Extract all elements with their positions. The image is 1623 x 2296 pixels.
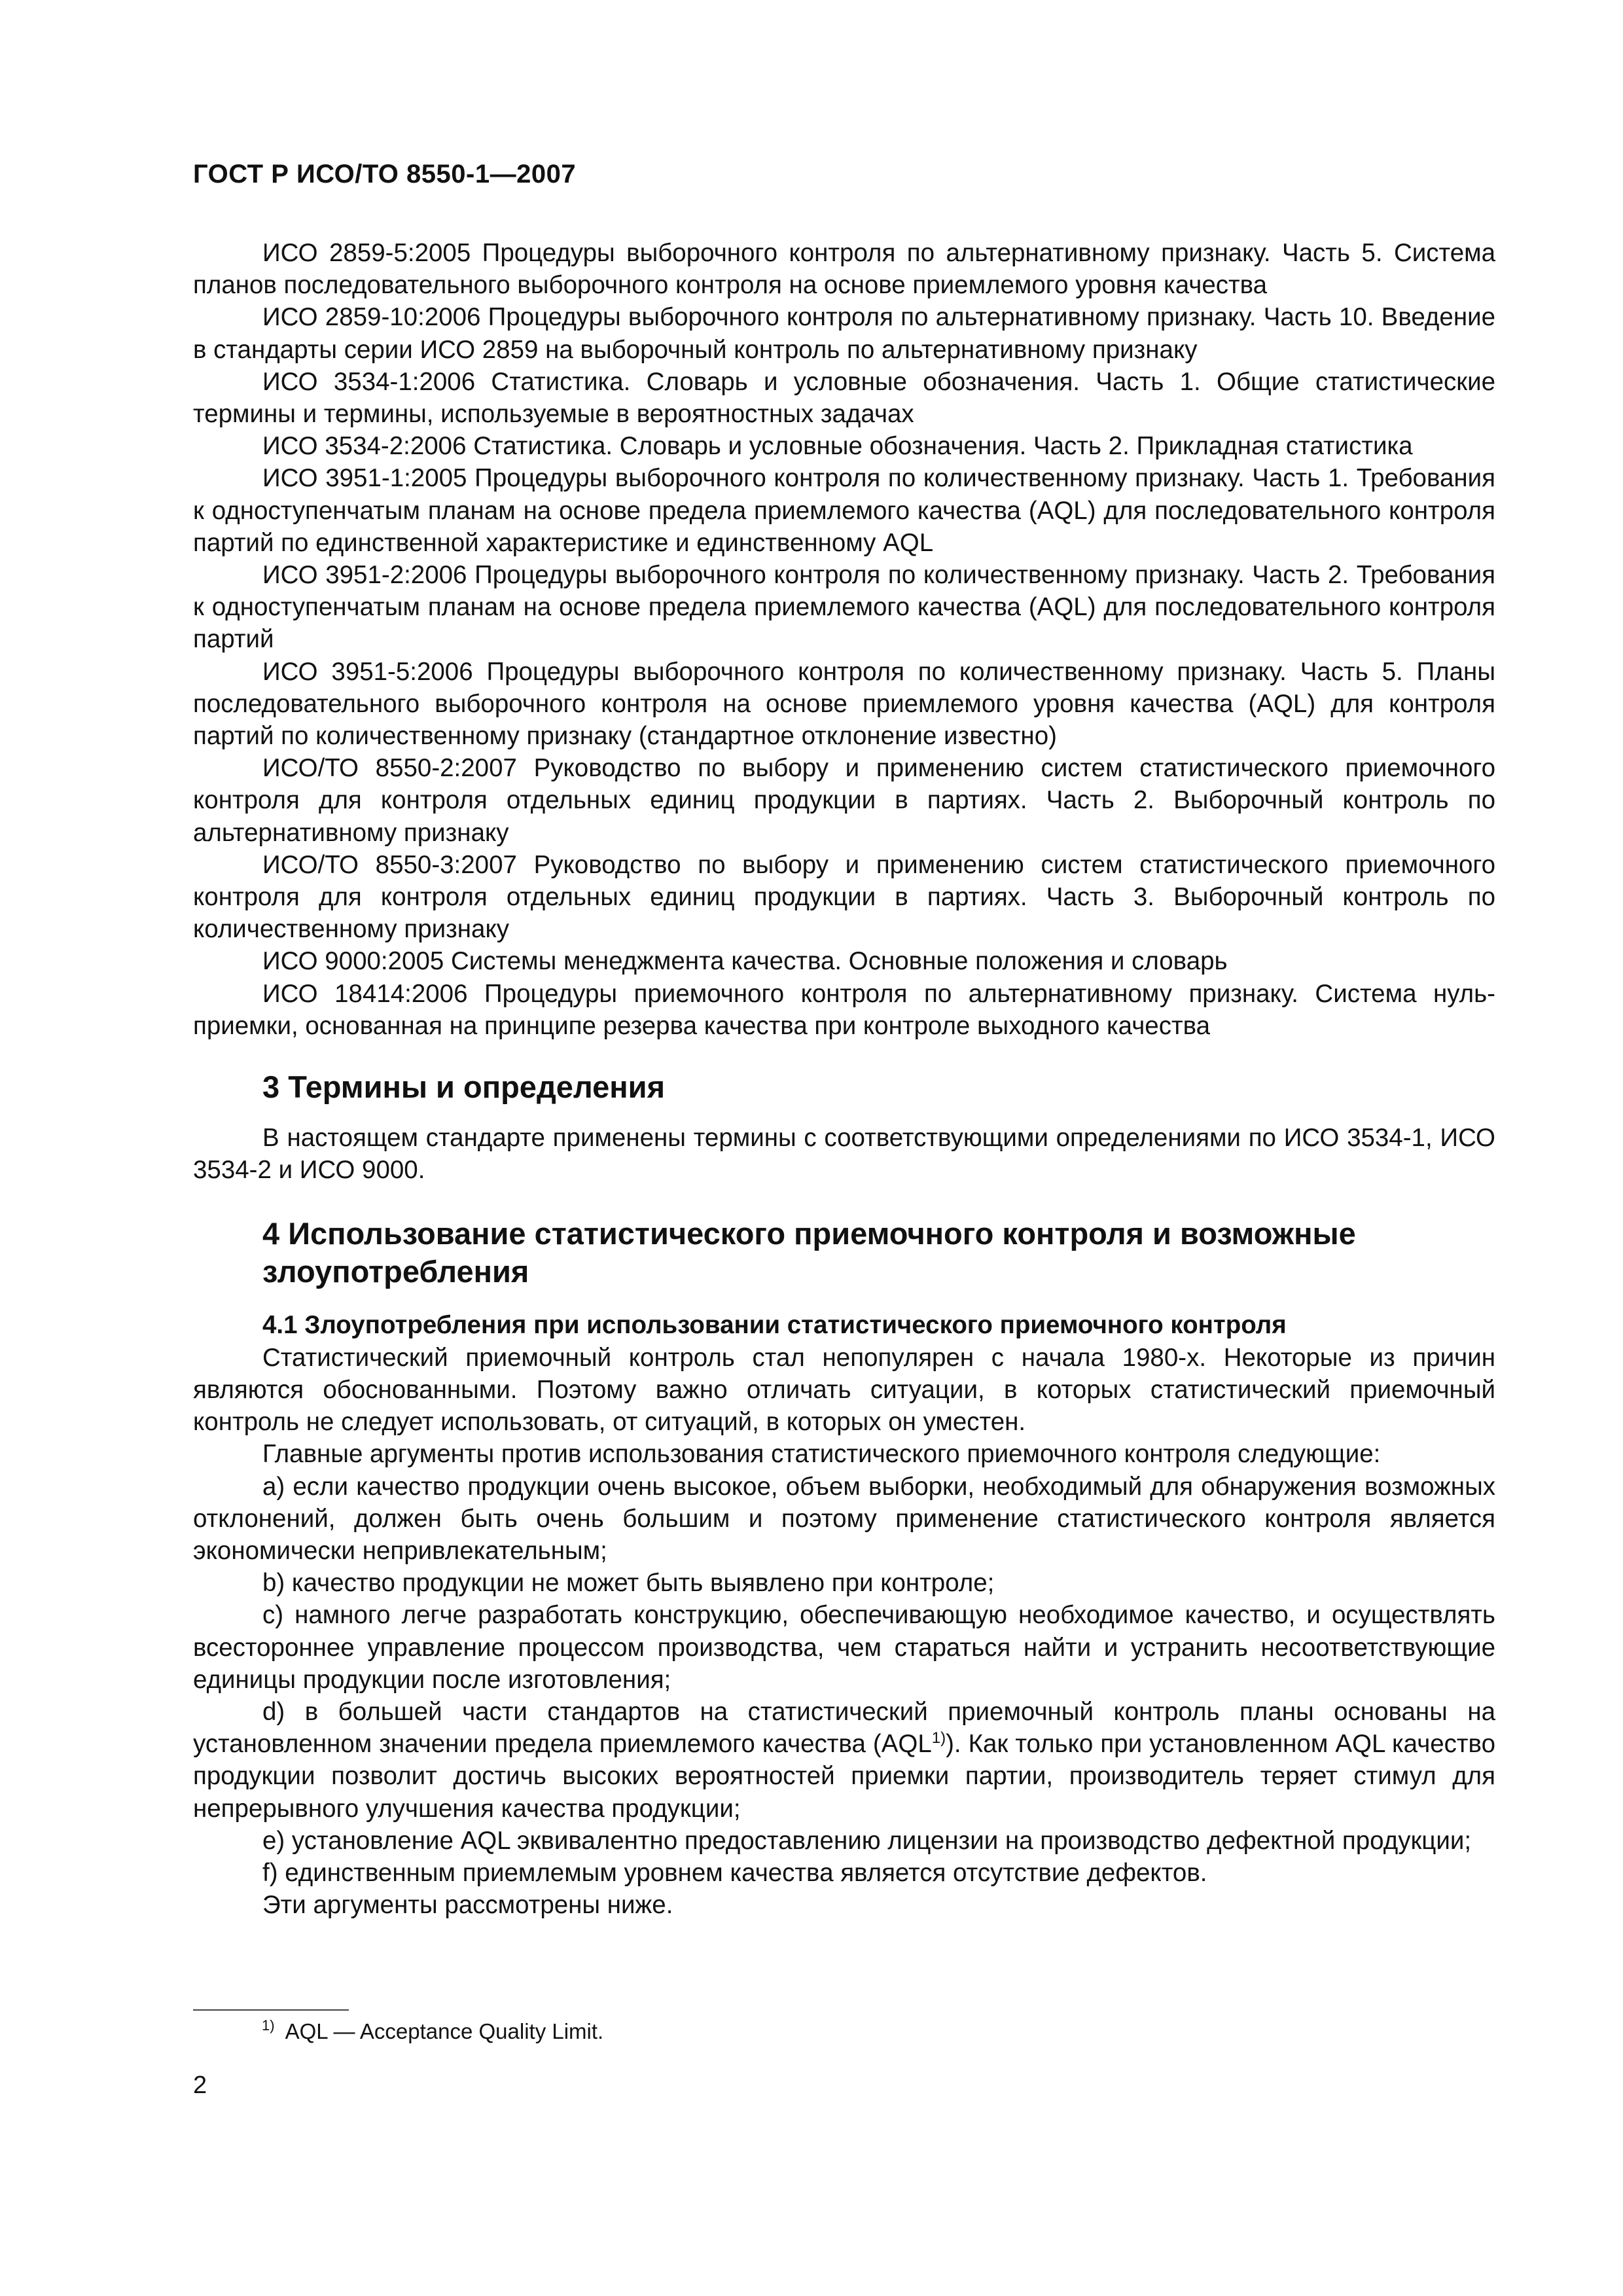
list-item-a: а) если качество продукции очень высокое, объем выборки, необходимый для обнаружения возможных отклонений, должен быть очень большим и поэтому применение статистического контроля является экономически непривлекательным; <box>193 1472 1495 1565</box>
reference-iso-18414: ИСО 18414:2006 Процедуры приемочного контроля по альтернативному признаку. Система нуль-приемки, основанная на принципе резерва качества при контроле выходного качества <box>193 979 1495 1040</box>
reference-iso-2859-5: ИСО 2859-5:2005 Процедуры выборочного контроля по альтернативному признаку. Часть 5. Система планов последовательного выборочного контроля на основе приемлемого уровня качества <box>193 239 1495 300</box>
list-item-e: e) установление AQL эквивалентно предоставлению лицензии на производство дефектной продукции; <box>262 1826 1472 1855</box>
reference-iso-3534-1: ИСО 3534-1:2006 Статистика. Словарь и условные обозначения. Часть 1. Общие статистические термины и термины, используемые в вероятностных задачах <box>193 367 1495 429</box>
section-3-text: В настоящем стандарте применены термины с соответствующими определениями по ИСО 3534-1, ИСО 3534-2 и ИСО 9000. <box>193 1124 1495 1185</box>
footnote-reference[interactable]: 1) <box>931 1729 946 1748</box>
reference-iso-3951-5: ИСО 3951-5:2006 Процедуры выборочного контроля по количественному признаку. Часть 5. Планы последовательного выборочного контроля на основе приемлемого уровня качества (AQL) для контроля партий по количественному признаку (стандартное отклонение известно) <box>193 657 1495 751</box>
reference-iso-3951-1: ИСО 3951-1:2005 Процедуры выборочного контроля по количественному признаку. Часть 1. Требования к одноступенчатым планам на основе предела приемлемого качества (AQL) для последовательного контроля партий по единственной характеристике и единственному AQL <box>193 464 1495 557</box>
reference-iso-9000: ИСО 9000:2005 Системы менеджмента качества. Основные положения и словарь <box>262 947 1228 976</box>
footnote-marker: 1) <box>262 2017 275 2034</box>
body-text <box>193 237 1495 1921</box>
section-4-heading: 4 Использование статистического приемочного контроля и возможные злоупотребления <box>262 1216 1356 1289</box>
list-item-d <box>193 1696 1495 1825</box>
running-title: ГОСТ Р ИСО/ТО 8550-1—2007 <box>193 160 577 188</box>
page-number: 2 <box>193 2072 207 2099</box>
footnote-divider <box>193 2009 349 2011</box>
reference-iso-2859-10: ИСО 2859-10:2006 Процедуры выборочного контроля по альтернативному признаку. Часть 10. Введение в стандарты серии ИСО 2859 на выборочный контроль по альтернативному признаку <box>193 303 1495 364</box>
reference-iso-tr-8550-2: ИСО/ТО 8550-2:2007 Руководство по выбору и применению систем статистического приемочного контроля для контроля отдельных единиц продукции в партиях. Часть 2. Выборочный контроль по альтернативному признаку <box>193 754 1495 847</box>
closing-sentence: Эти аргументы рассмотрены ниже. <box>262 1891 673 1920</box>
reference-iso-tr-8550-3: ИСО/ТО 8550-3:2007 Руководство по выбору и применению систем статистического приемочного контроля для контроля отдельных единиц продукции в партиях. Часть 3. Выборочный контроль по количественному признаку <box>193 850 1495 944</box>
list-item-c: c) намного легче разработать конструкцию, обеспечивающую необходимое качество, и осуществлять всестороннее управление процессом производства, чем стараться найти и устранить несоответствующие единицы продукции после изготовления; <box>193 1601 1495 1694</box>
footnote <box>262 2017 603 2046</box>
section-4-1-intro: Статистический приемочный контроль стал непопулярен с начала 1980-х. Некоторые из причин являются обоснованными. Поэтому важно отличать ситуации, в которых статистический приемочный контроль не следует использовать, от ситуаций, в которых он уместен. <box>193 1343 1495 1437</box>
reference-iso-3951-2: ИСО 3951-2:2006 Процедуры выборочного контроля по количественному признаку. Часть 2. Требования к одноступенчатым планам на основе предела приемлемого качества (AQL) для последовательного контроля партий <box>193 561 1495 654</box>
list-item-d-text-2: ). Как только при установленном AQL качество продукции позволит достичь высоких вероятностей приемки партии, производитель теряет стимул для непрерывного улучшения качества продукции; <box>193 1730 1495 1823</box>
list-item-f: f) единственным приемлемым уровнем качества является отсутствие дефектов. <box>262 1858 1207 1887</box>
section-3-heading: 3 Термины и определения <box>262 1069 665 1105</box>
subsection-4-1-heading: 4.1 Злоупотребления при использовании статистического приемочного контроля <box>262 1311 1287 1340</box>
list-item-d-text-1: d) в большей части стандартов на статистический приемочный контроль планы основаны на установленном значении предела приемлемого качества (AQL <box>193 1697 1495 1759</box>
arguments-lead: Главные аргументы против использования статистического приемочного контроля следующие: <box>262 1440 1381 1469</box>
list-item-b: b) качество продукции не может быть выявлено при контроле; <box>262 1569 995 1598</box>
footnote-text: AQL — Acceptance Quality Limit. <box>285 2019 604 2043</box>
reference-iso-3534-2: ИСО 3534-2:2006 Статистика. Словарь и условные обозначения. Часть 2. Прикладная статистика <box>262 432 1413 461</box>
